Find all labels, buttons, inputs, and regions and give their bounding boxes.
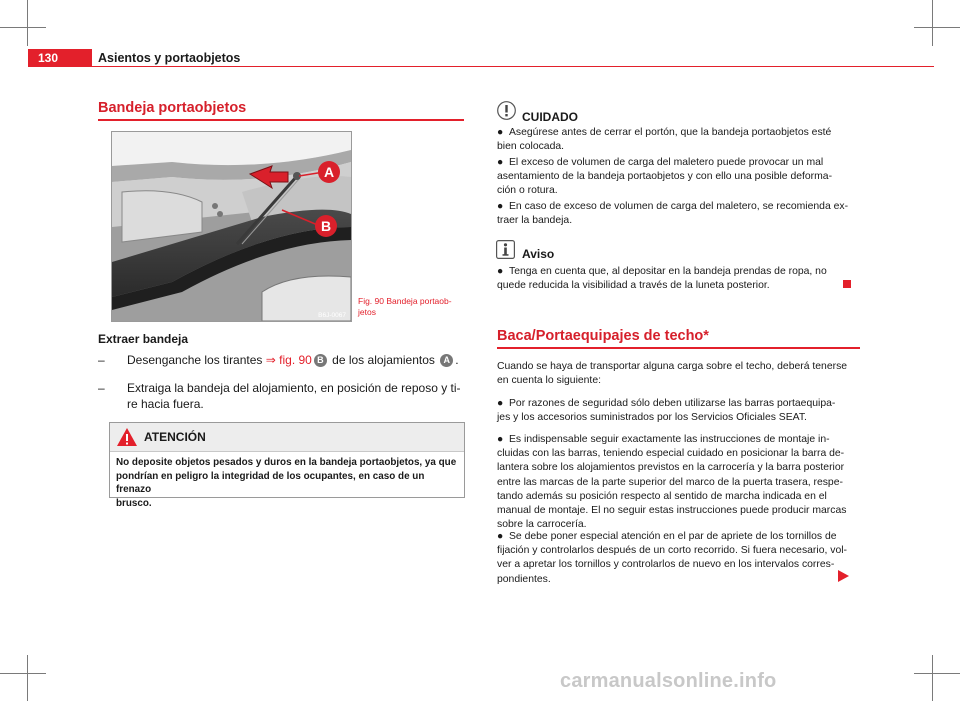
warning-triangle-icon — [116, 427, 138, 447]
crop-mark — [914, 27, 960, 28]
figure-caption: Fig. 90 Bandeja portaob- jetos — [358, 296, 452, 317]
warning-title: ATENCIÓN — [144, 430, 206, 444]
label-a: A — [323, 164, 335, 180]
caution-title: CUIDADO — [522, 110, 578, 124]
crop-mark — [0, 27, 46, 28]
label-b: B — [320, 218, 332, 234]
subheading: Extraer bandeja — [98, 332, 189, 346]
figure-reference-link[interactable]: ⇒ fig. 90 — [265, 353, 312, 367]
crop-mark — [914, 673, 960, 674]
end-of-section-icon — [843, 280, 851, 288]
intro-paragraph: Cuando se haya de transportar alguna carga sobre el techo, deberá tenerse en cuenta lo siguiente: — [497, 361, 848, 387]
section-rule-2 — [497, 347, 860, 349]
figure-code: B6J-0067 — [318, 312, 346, 319]
step-dash: – — [98, 353, 105, 367]
section-title-2: Baca/Portaequipajes de techo* — [497, 328, 709, 344]
bullet: ● — [497, 201, 504, 212]
bullet: ● — [497, 531, 504, 542]
parcel-shelf-illustration — [112, 132, 351, 321]
step-dash: – — [98, 381, 105, 395]
bullet: ● — [497, 266, 504, 277]
caution-icon — [497, 101, 516, 120]
warning-text: No deposite objetos pesados y duros en la bandeja portaobjetos, ya que pondrían en peligro la integridad de los ocupantes, en caso de un frenazo brusco. — [116, 457, 457, 509]
crop-mark — [932, 0, 933, 46]
continue-arrow-icon[interactable] — [838, 570, 849, 582]
caution-item-3: En caso de exceso de volumen de carga del maletero, se recomienda ex- traer la bandeja. — [497, 201, 849, 227]
section-rule — [98, 119, 464, 121]
step-2: Extraiga la bandeja del alojamiento, en posición de reposo y ti- re hacia fuera. — [127, 381, 461, 411]
step-1: Desenganche los tirantes ⇒ fig. 90 B de los alojamientos A . — [127, 353, 459, 367]
crop-mark — [0, 673, 46, 674]
warning-box — [109, 422, 465, 509]
bullet: ● — [497, 127, 504, 138]
figure-parcel-shelf — [111, 131, 352, 322]
roof-item-3: Se debe poner especial atención en el par de apriete de los tornillos de fijación y controlarlos después de un corto recorrido. Si fuera necesario, vol- ver a apretar los tornillos y controlarlos de nuevo en los intervalos corres- pondientes. — [497, 531, 847, 585]
header-rule — [92, 66, 934, 67]
crop-mark — [27, 655, 28, 701]
caution-item-2: El exceso de volumen de carga del maletero puede provocar un mal asentamiento de la bandeja portaobjetos y con ello una posible deforma- ción o rotura. — [497, 157, 833, 197]
crop-mark — [27, 0, 28, 46]
section-title: Bandeja portaobjetos — [98, 100, 247, 116]
ref-circle-a: A — [440, 354, 453, 367]
roof-item-1: Por razones de seguridad sólo deben utilizarse las barras portaequipa- jes y los accesorios suministrados por los Servicios Oficiales SEAT. — [497, 398, 836, 424]
roof-item-2: Es indispensable seguir exactamente las instrucciones de montaje in- cluidas con las barras, teniendo especial cuidado en posicionar la barra de- lantera sobre los alojamientos previstos en la carrocería y la barra posterior entre las marcas de la parte superior del marco de la puerta trasera, respe- tando además su posición respecto al sentido de marcha indicada en el manual de montaje. El no seguir estas instrucciones puede producir marcas sobre la carrocería. — [497, 434, 847, 531]
caution-item-1: Asegúrese antes de cerrar el portón, que la bandeja portaobjetos esté bien colocada. — [497, 127, 832, 153]
note-title: Aviso — [522, 247, 555, 261]
bullet: ● — [497, 434, 504, 445]
info-icon — [496, 240, 515, 259]
warning-header — [110, 423, 464, 452]
watermark: carmanualsonline.info — [560, 670, 777, 692]
page-number: 130 — [28, 49, 92, 67]
bullet: ● — [497, 398, 504, 409]
crop-mark — [932, 655, 933, 701]
note-item-1: Tenga en cuenta que, al depositar en la bandeja prendas de ropa, no quede reducida la visibilidad a través de la luneta posterior. — [497, 266, 827, 292]
page-header-title: Asientos y portaobjetos — [98, 51, 241, 65]
ref-circle-b: B — [314, 354, 327, 367]
bullet: ● — [497, 157, 504, 168]
